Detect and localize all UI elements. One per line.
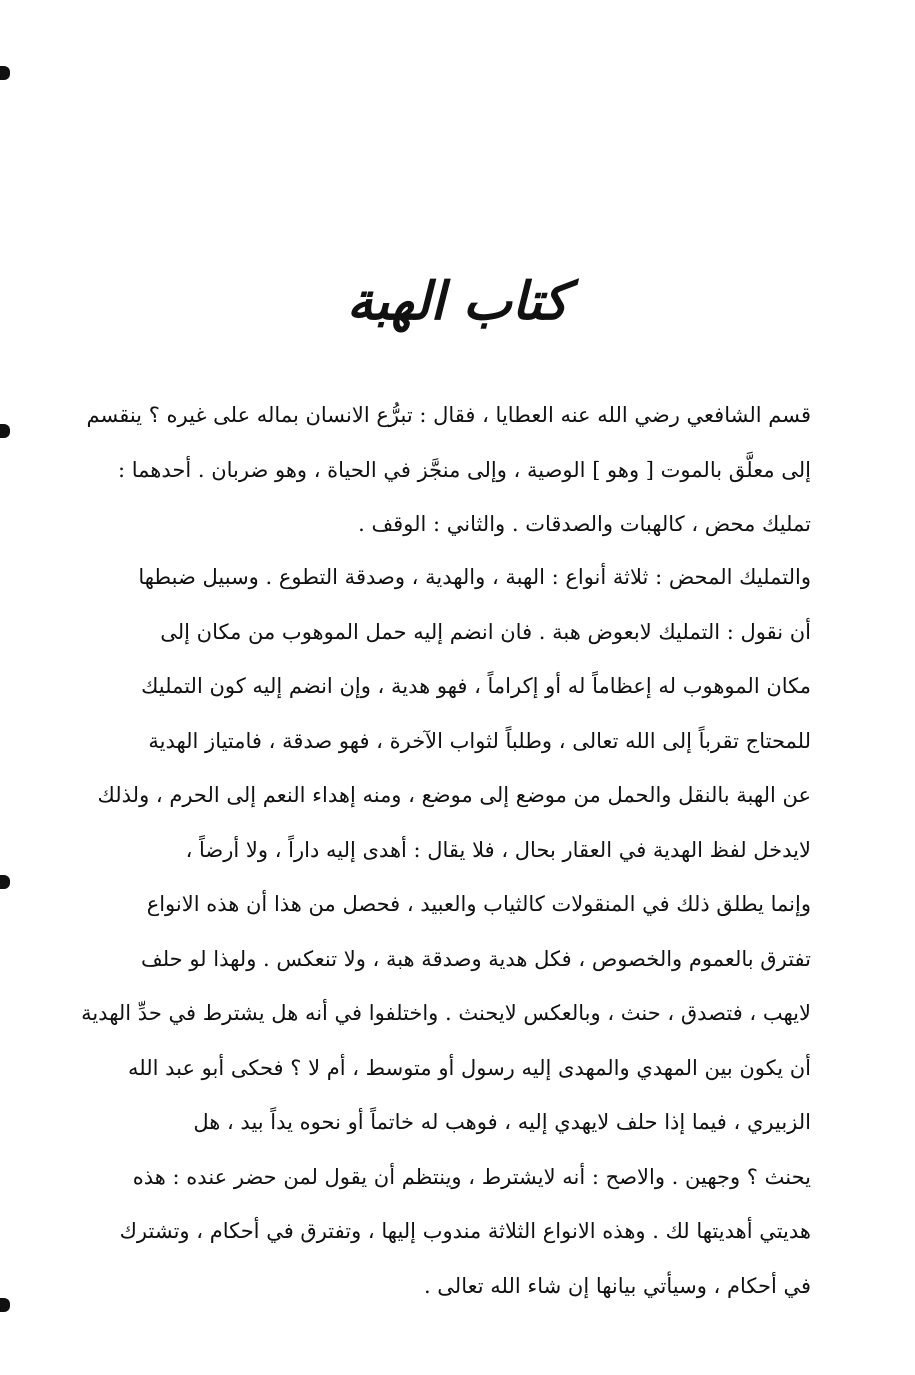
text-line: مكان الموهوب له إعظاماً له أو إكراماً ، فهو هدية ، وإن انضم إليه كون التمليك xyxy=(141,674,811,698)
text-line: يحنث ؟ وجهين . والاصح : أنه لايشترط ، وينتظم أن يقول لمن حضر عنده : هذه xyxy=(132,1164,811,1189)
text-line: في أحكام ، وسيأتي بيانها إن شاء الله تعالى . xyxy=(423,1273,811,1298)
text-line: عن الهبة بالنقل والحمل من موضع إلى موضع ، ومنه إهداء النعم إلى الحرم ، ولذلك xyxy=(97,783,811,807)
text-line: تمليك محض ، كالهبات والصدقات . والثاني : الوقف . xyxy=(358,512,811,536)
text-line: قسم الشافعي رضي الله عنه العطايا ، فقال : تبرُّع الانسان بماله على غيره ؟ ينقسم xyxy=(86,403,811,427)
text-line: إلى معلَّق بالموت [ وهو ] الوصية ، وإلى منجَّز في الحياة ، وهو ضربان . أحدهما : xyxy=(118,457,811,482)
text-line: لايهب ، فتصدق ، حنث ، وبالعكس لايحنث . واختلفوا في أنه هل يشترط في حدِّ الهدية xyxy=(81,1001,811,1025)
paragraph-1 xyxy=(76,388,811,552)
text-line: تفترق بالعموم والخصوص ، فكل هدية وصدقة هبة ، ولا تنعكس . ولهذا لو حلف xyxy=(140,946,811,971)
paragraph-2 xyxy=(76,550,811,1313)
chapter-title: كتاب الهبة xyxy=(346,271,569,332)
text-line: هديتي أهديتها لك . وهذه الانواع الثلاثة مندوب إليها ، وتفترق في أحكام ، وتشترك xyxy=(119,1219,811,1243)
text-line: وإنما يطلق ذلك في المنقولات كالثياب والعبيد ، فحصل من هذا أن هذه الانواع xyxy=(146,892,811,916)
edge-mark xyxy=(0,424,10,438)
text-line: والتمليك المحض : ثلاثة أنواع : الهبة ، والهدية ، وصدقة التطوع . وسبيل ضبطها xyxy=(138,565,811,589)
edge-mark xyxy=(0,1298,10,1312)
edge-mark xyxy=(0,875,10,889)
text-line: لايدخل لفظ الهدية في العقار بحال ، فلا يقال : أهدى إليه داراً ، ولا أرضاً ، xyxy=(185,837,811,862)
text-line: أن نقول : التمليك لابعوض هبة . فان انضم إليه حمل الموهوب من مكان إلى xyxy=(160,619,811,644)
text-line: أن يكون بين المهدي والمهدى إليه رسول أو متوسط ، أم لا ؟ فحكى أبو عبد الله xyxy=(127,1055,811,1080)
text-line: الزبيري ، فيما إذا حلف لايهدي إليه ، فوهب له خاتماً أو نحوه يداً بيد ، هل xyxy=(193,1110,811,1134)
edge-mark xyxy=(0,66,10,80)
text-line: للمحتاج تقرباً إلى الله تعالى ، وطلباً لثواب الآخرة ، فهو صدقة ، فامتياز الهدية xyxy=(148,728,811,753)
